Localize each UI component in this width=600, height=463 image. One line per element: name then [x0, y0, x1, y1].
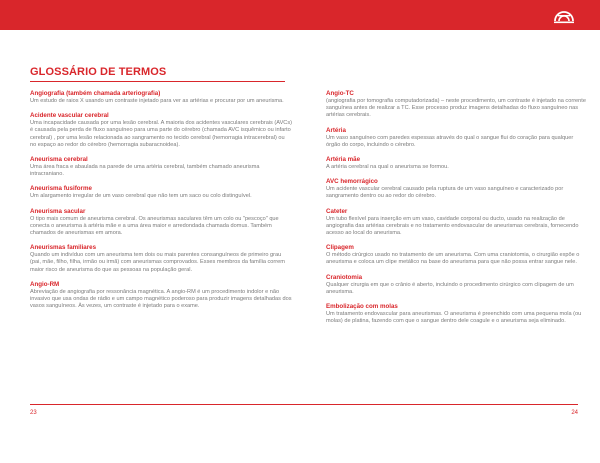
glossary-term: Craniotomia [326, 273, 363, 281]
left-column [30, 90, 292, 317]
glossary-definition: Um tratamento endovascular para aneurismas. O aneurisma é preenchido com uma pequena mola (ou molas) de platina, fazendo com que o sangue dentro dele coagule e o aneurisma seja eliminado. [326, 311, 582, 325]
glossary-term: Cateter [326, 207, 348, 215]
glossary-term: Angiografia (também chamada arteriografia) [30, 90, 161, 97]
glossary-definition: Um estudo de raios X usando um contraste injetado para ver as artérias e procurar por um aneurisma. [30, 98, 284, 104]
glossary-definition: Um acidente vascular cerebral causado pela ruptura de um vaso sanguíneo e caracterizado por sangramento dentro ou ao redor do cérebro. [326, 186, 564, 200]
glossary-definition: O tipo mais comum de aneurisma cerebral. Os aneurismas saculares têm um colo ou "pescoço" que conecta o aneurisma à artéria mãe e a uma área maior e arredondada chamada domus. Também chamados de aneurismas em amora. [30, 215, 279, 237]
glossary-entry [30, 244, 292, 274]
glossary-term: Angio-RM [30, 280, 60, 288]
glossary-term: Aneurismas familiares [30, 244, 97, 252]
glossary-term: AVC hemorrágico [326, 178, 378, 186]
right-column [326, 90, 588, 332]
glossary-entry [326, 90, 588, 120]
glossary-entry [326, 127, 588, 149]
glossary-definition: Uma incapacidade causada por uma lesão cerebral. A maioria dos acidentes vasculares cerebrais (AVCs) é causada pela perda de fluxo sanguíneo para uma parte do cérebro (chamada AVC isquêmico ou infarto cerebral) , por uma lesão relacionada ao sangramento no tecido cerebral (hemorragia intracerebral) ou no espaço ao redor do cérebro (hemorragia subaracnoidea). [30, 120, 293, 148]
page-number-right: 24 [571, 410, 578, 416]
glossary-definition: A artéria cerebral na qual o aneurisma se formou. [326, 164, 449, 171]
brain-foundation-logo-icon [552, 6, 576, 26]
glossary-entry [30, 90, 292, 105]
glossary-definition: Qualquer cirurgia em que o crânio é aberto, incluindo o procedimento cirúrgico com clipagem de um aneurisma. [326, 281, 574, 295]
glossary-entry [30, 281, 292, 311]
glossary-term: Aneurisma cerebral [30, 156, 88, 164]
glossary-entry [30, 156, 292, 178]
glossary-entry [326, 178, 588, 200]
title-divider [30, 81, 285, 82]
glossary-term: Embolização com molas [326, 303, 398, 311]
glossary-definition: Um vaso sanguíneo com paredes espessas através do qual o sangue flui do coração para qualquer órgão do corpo, incluindo o cérebro. [326, 134, 574, 148]
glossary-definition: Quando um indivíduo com um aneurisma tem dois ou mais parentes consanguíneos de primeiro grau (pai, mãe, filho, filha, irmão ou irmã) com aneurismas comprovados. Esses membros da família correm maior risco de aneurisma do que as pessoas na população geral. [30, 252, 285, 273]
page-title: GLOSSÁRIO DE TERMOS [30, 66, 167, 78]
glossary-entry [326, 156, 588, 171]
glossary-definition: Abreviação de angiografia por ressonância magnética. A angio-RM é um procedimento indolor e não invasivo que usa ondas de rádio e um campo magnético poderoso para produzir imagens detalhadas dos vasos sanguíneos. Às vezes, um contraste é injetado para o exame. [30, 288, 292, 310]
glossary-term: Aneurisma sacular [30, 207, 86, 215]
glossary-term: Acidente vascular cerebral [30, 112, 109, 120]
glossary-entry [326, 244, 588, 266]
glossary-entry [326, 303, 588, 325]
page-number-left: 23 [30, 410, 37, 416]
glossary-definition: Um tubo flexível para inserção em um vaso, cavidade corporal ou ducto, usado na realização de angiografia das artérias cerebrais e no tratamento endovascular de aneurismas cerebrais, fornecendo acesso ao local do aneurisma. [326, 215, 579, 237]
glossary-definition: O método cirúrgico usado no tratamento de um aneurisma. Com uma craniotomia, o cirurgião expõe o aneurisma e coloca um clipe metálico na base do aneurisma para que não possa entrar sangue nele. [326, 252, 580, 266]
glossary-entry [326, 274, 588, 296]
glossary-term: Aneurisma fusiforme [30, 185, 92, 193]
glossary-term: Artéria [326, 126, 346, 134]
header-bar [0, 0, 600, 30]
glossary-entry [326, 208, 588, 238]
glossary-definition: Um alargamento irregular de um vaso cerebral que não tem um saco ou colo distinguível. [30, 193, 252, 200]
glossary-definition: Uma área fraca e abaulada na parede de uma artéria cerebral, também chamado aneurisma intracraniano. [30, 164, 260, 178]
glossary-entry [30, 185, 292, 200]
glossary-term: Clipagem [326, 244, 354, 252]
glossary-entry [30, 112, 292, 149]
glossary-entry [30, 208, 292, 238]
footer-divider [30, 404, 578, 405]
glossary-definition: (angiografia por tomografia computadorizada) – neste procedimento, um contraste é injetado na corrente sanguínea antes de realizar a TC. Esse processo produz imagens detalhadas do fluxo sanguíneo nas artérias cerebrais. [326, 98, 586, 119]
glossary-term: Angio-TC [326, 90, 354, 97]
glossary-term: Artéria mãe [326, 156, 361, 164]
